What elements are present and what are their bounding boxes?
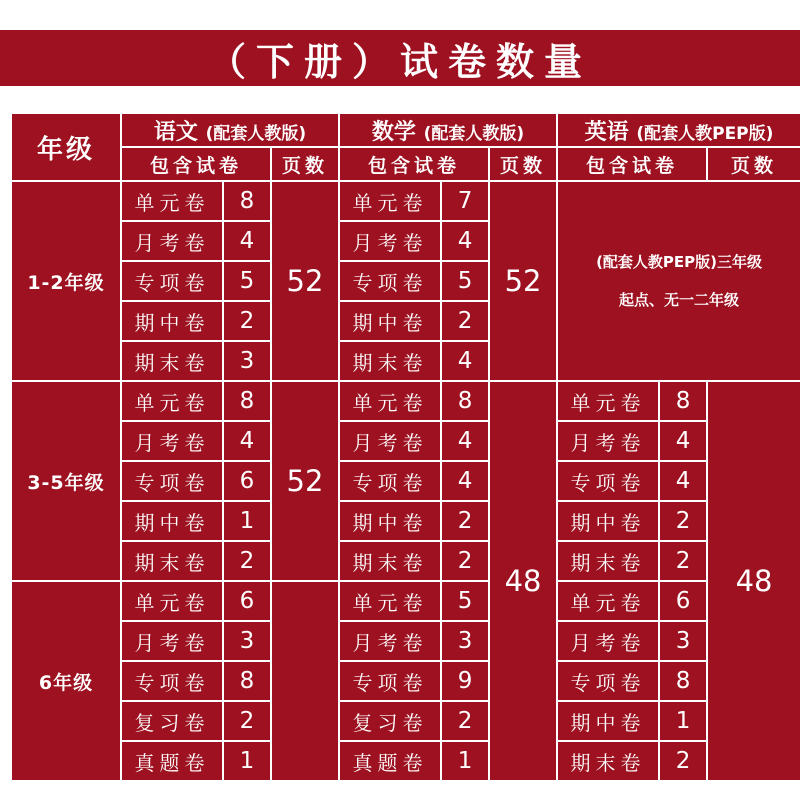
header-pages-english: 页数 xyxy=(707,147,800,181)
paper-count: 1 xyxy=(223,501,271,541)
pages-chinese-1-2: 52 xyxy=(271,181,339,381)
paper-count: 4 xyxy=(441,421,489,461)
paper-type: 期末卷 xyxy=(339,341,441,381)
paper-type: 月考卷 xyxy=(121,421,223,461)
paper-count: 1 xyxy=(441,741,489,781)
header-contains-math: 包含试卷 xyxy=(339,147,489,181)
paper-type: 单元卷 xyxy=(557,581,659,621)
paper-type: 专项卷 xyxy=(339,261,441,301)
paper-type: 期末卷 xyxy=(339,541,441,581)
paper-type: 专项卷 xyxy=(339,461,441,501)
paper-count: 2 xyxy=(223,541,271,581)
paper-count: 2 xyxy=(441,701,489,741)
paper-type: 月考卷 xyxy=(121,621,223,661)
subject-edition: (配套人教版) xyxy=(423,123,525,144)
page-title: （下册）试卷数量 xyxy=(0,30,800,86)
paper-type: 单元卷 xyxy=(339,381,441,421)
paper-count: 2 xyxy=(441,541,489,581)
table-row xyxy=(11,381,800,421)
header-pages-math: 页数 xyxy=(489,147,557,181)
subject-edition: (配套人教PEP版) xyxy=(636,123,774,144)
header-subject-math xyxy=(339,113,557,147)
grade-label-6: 6年级 xyxy=(11,581,121,781)
paper-count: 2 xyxy=(659,741,707,781)
paper-count: 1 xyxy=(659,701,707,741)
paper-count: 5 xyxy=(223,261,271,301)
paper-count: 2 xyxy=(659,501,707,541)
pages-math-1-2: 52 xyxy=(489,181,557,381)
table-row xyxy=(11,621,800,661)
paper-type: 期中卷 xyxy=(121,301,223,341)
paper-type: 月考卷 xyxy=(557,421,659,461)
paper-count: 4 xyxy=(441,341,489,381)
paper-count: 4 xyxy=(441,221,489,261)
paper-type: 期中卷 xyxy=(339,301,441,341)
paper-count: 5 xyxy=(441,581,489,621)
paper-type: 月考卷 xyxy=(557,621,659,661)
paper-type: 复习卷 xyxy=(121,701,223,741)
table-row xyxy=(11,541,800,581)
table-row xyxy=(11,581,800,621)
paper-count: 3 xyxy=(659,621,707,661)
paper-type: 月考卷 xyxy=(339,421,441,461)
paper-count: 6 xyxy=(659,581,707,621)
paper-count: 2 xyxy=(223,301,271,341)
table-row xyxy=(11,661,800,701)
paper-type: 单元卷 xyxy=(339,581,441,621)
paper-count: 3 xyxy=(223,621,271,661)
paper-type: 专项卷 xyxy=(121,461,223,501)
table-row xyxy=(11,701,800,741)
paper-type: 专项卷 xyxy=(339,661,441,701)
paper-count: 8 xyxy=(659,661,707,701)
paper-count: 8 xyxy=(223,181,271,221)
paper-count: 2 xyxy=(223,701,271,741)
paper-type: 期末卷 xyxy=(557,541,659,581)
paper-type: 单元卷 xyxy=(557,381,659,421)
grade-label-1-2: 1-2年级 xyxy=(11,181,121,381)
paper-count-table-wrapper xyxy=(10,112,800,780)
paper-count: 8 xyxy=(223,381,271,421)
paper-type: 期中卷 xyxy=(557,501,659,541)
header-row-columns xyxy=(11,147,800,181)
header-subject-chinese xyxy=(121,113,339,147)
paper-type: 单元卷 xyxy=(121,181,223,221)
pages-chinese-3-5: 52 xyxy=(271,381,339,581)
english-note-line: 起点、无一二年级 xyxy=(619,291,740,309)
table-row xyxy=(11,741,800,781)
header-grade: 年级 xyxy=(11,113,121,181)
paper-type: 专项卷 xyxy=(557,461,659,501)
paper-type: 单元卷 xyxy=(121,381,223,421)
paper-type: 专项卷 xyxy=(121,661,223,701)
paper-count: 7 xyxy=(441,181,489,221)
paper-count: 6 xyxy=(223,581,271,621)
paper-count: 2 xyxy=(441,501,489,541)
paper-count: 8 xyxy=(441,381,489,421)
table-row xyxy=(11,421,800,461)
subject-name: 数学 xyxy=(371,119,416,145)
header-subject-english xyxy=(557,113,800,147)
paper-type: 期末卷 xyxy=(121,541,223,581)
paper-count: 4 xyxy=(223,421,271,461)
paper-count-table xyxy=(10,112,800,782)
paper-type: 单元卷 xyxy=(339,181,441,221)
paper-count: 4 xyxy=(441,461,489,501)
paper-count: 4 xyxy=(659,461,707,501)
header-pages-chinese: 页数 xyxy=(271,147,339,181)
paper-type: 真题卷 xyxy=(121,741,223,781)
paper-type: 期中卷 xyxy=(339,501,441,541)
subject-edition: (配套人教版) xyxy=(205,123,307,144)
paper-count: 4 xyxy=(223,221,271,261)
paper-type: 月考卷 xyxy=(121,221,223,261)
grade-label-3-5: 3-5年级 xyxy=(11,381,121,581)
paper-count: 5 xyxy=(441,261,489,301)
header-contains-english: 包含试卷 xyxy=(557,147,707,181)
header-contains-chinese: 包含试卷 xyxy=(121,147,271,181)
paper-type: 月考卷 xyxy=(339,621,441,661)
paper-type: 专项卷 xyxy=(557,661,659,701)
subject-name: 语文 xyxy=(153,119,198,145)
header-row-subjects xyxy=(11,113,800,147)
subject-name: 英语 xyxy=(584,119,629,145)
pages-english-3-6: 48 xyxy=(707,381,800,781)
paper-type: 复习卷 xyxy=(339,701,441,741)
paper-type: 单元卷 xyxy=(121,581,223,621)
table-row xyxy=(11,461,800,501)
paper-type: 期末卷 xyxy=(557,741,659,781)
paper-count: 8 xyxy=(223,661,271,701)
pages-chinese-6-empty xyxy=(271,581,339,781)
paper-type: 真题卷 xyxy=(339,741,441,781)
paper-count: 2 xyxy=(659,541,707,581)
paper-type: 期中卷 xyxy=(557,701,659,741)
table-row xyxy=(11,501,800,541)
paper-count: 4 xyxy=(659,421,707,461)
paper-count: 2 xyxy=(441,301,489,341)
paper-count: 1 xyxy=(223,741,271,781)
paper-count: 3 xyxy=(223,341,271,381)
paper-count: 9 xyxy=(441,661,489,701)
paper-type: 月考卷 xyxy=(339,221,441,261)
english-note-line: (配套人教PEP版)三年级 xyxy=(596,253,763,271)
paper-type: 期末卷 xyxy=(121,341,223,381)
paper-type: 期中卷 xyxy=(121,501,223,541)
paper-count: 6 xyxy=(223,461,271,501)
paper-count: 3 xyxy=(441,621,489,661)
table-row xyxy=(11,181,800,221)
pages-math-3-6: 48 xyxy=(489,381,557,781)
english-note xyxy=(557,181,800,381)
paper-count: 8 xyxy=(659,381,707,421)
paper-type: 专项卷 xyxy=(121,261,223,301)
